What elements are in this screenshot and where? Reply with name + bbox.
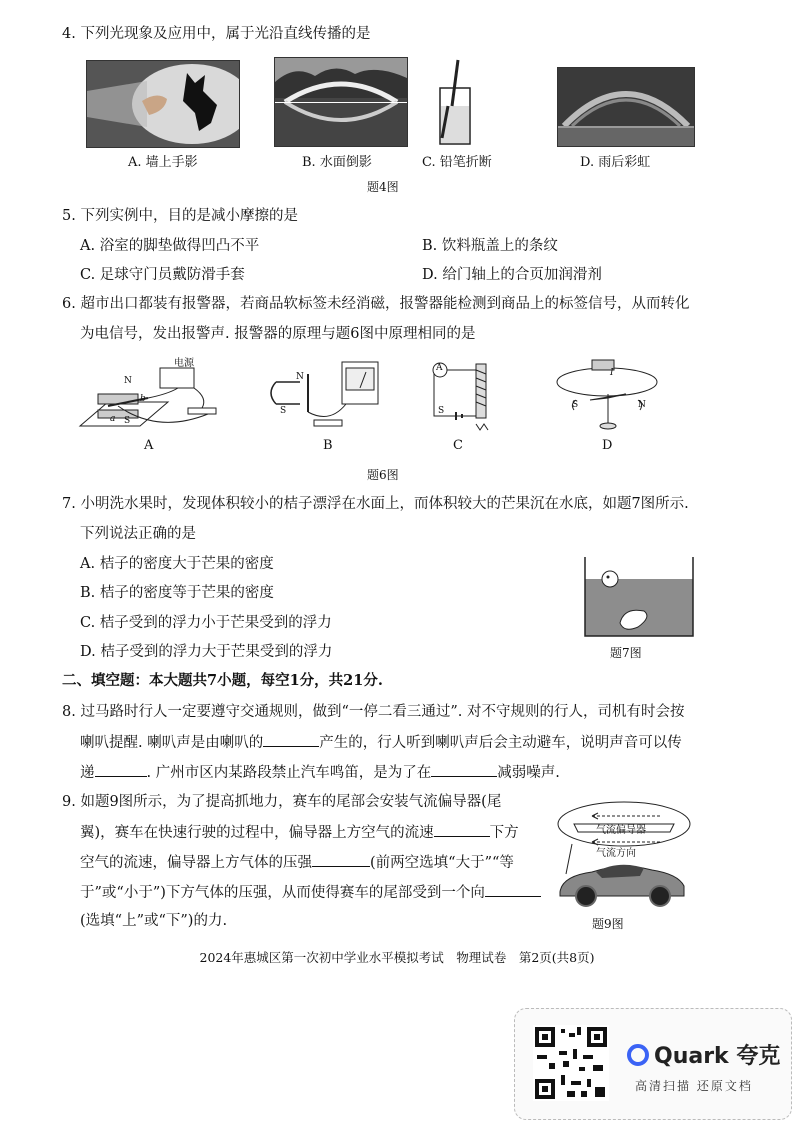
q9-line2-part2: 下方 [489, 825, 519, 841]
q9-line5: (选填“上”或“下”)的力. [80, 913, 228, 929]
q5-option-c: C. 足球守门员戴防滑手套 [80, 267, 245, 283]
quark-brand [627, 1039, 780, 1070]
q7-option-b: B. 桔子的密度等于芒果的密度 [80, 585, 274, 601]
q8-line2-part1: 喇叭提醒. 喇叭声是由喇叭的 [80, 735, 264, 751]
q4-option-c: C. 铅笔折断 [422, 155, 492, 170]
q5-stem: 5. 下列实例中，目的是减小摩擦的是 [62, 208, 298, 224]
q4-image-pencil-in-glass [432, 58, 478, 146]
q7-figure-fruit-basin [584, 555, 694, 637]
q6-a-power-label: 电源 [174, 358, 194, 369]
q9-blank-2[interactable] [312, 852, 370, 867]
q7-stem-line1: 7. 小明洗水果时，发现体积较小的桔子漂浮在水面上，而体积较大的芒果沉在水底，如题7图所示. [62, 496, 689, 512]
quark-logo-icon [627, 1044, 649, 1066]
q6-d-n-label: N [638, 400, 646, 410]
q6-a-b-label: b [140, 394, 146, 404]
q9-line4-part1: 于”或“小于”)下方气体的压强，从而使得赛车的尾部受到一个向 [80, 885, 485, 901]
q8-blank-1[interactable] [263, 732, 319, 747]
q6-label-a: A [144, 438, 154, 453]
q8-blank-2[interactable] [95, 762, 147, 777]
q4-option-b: B. 水面倒影 [302, 155, 372, 170]
q6-label-d: D [602, 438, 613, 453]
q7-option-a: A. 桔子的密度大于芒果的密度 [80, 556, 274, 572]
q6-a-a-label: a [110, 414, 116, 424]
q6-a-s-label: S [124, 416, 131, 426]
q4-stem: 4. 下列光现象及应用中，属于光沿直线传播的是 [62, 26, 371, 42]
q8-line3-part2: . 广州市区内某路段禁止汽车鸣笛，是为了在 [146, 765, 432, 781]
q8-line3-part1: 递 [80, 765, 95, 781]
q6-figure-caption: 题6图 [367, 468, 399, 482]
q6-figure-c [420, 354, 500, 434]
q6-d-current-label: I [610, 368, 614, 378]
page-footer: 2024年惠城区第一次初中学业水平模拟考试 物理试卷 第2页(共8页) [199, 950, 595, 965]
q6-d-s-label: S [572, 400, 579, 410]
q8-line3 [80, 762, 560, 783]
q9-blank-1[interactable] [434, 822, 490, 837]
quark-brand-text: Quark 夸克 [654, 1044, 781, 1069]
quark-watermark [514, 1008, 792, 1120]
section2-heading: 二、填空题：本大题共7小题，每空1分，共21分. [62, 672, 383, 689]
q4-image-bridge-reflection [274, 57, 408, 147]
q7-option-c: C. 桔子受到的浮力小于芒果受到的浮力 [80, 615, 332, 631]
q9-line3 [80, 852, 514, 873]
q6-b-n-label: N [296, 372, 304, 382]
q8-line3-part3: 减弱噪声. [497, 765, 560, 781]
quark-subtitle: 高清扫描 还原文档 [635, 1079, 753, 1093]
q6-figure-d [552, 354, 662, 434]
q6-c-ammeter-label: A [436, 363, 443, 373]
q7-figure-caption: 题7图 [610, 646, 642, 660]
q6-stem-line1: 6. 超市出口都装有报警器，若商品软标签未经消磁，报警器能检测到商品上的标签信号，从而转化 [62, 296, 690, 312]
q9-figure-race-car [552, 794, 694, 910]
q8-line2-part2: 产生的，行人听到喇叭声后会主动避车，说明声音可以传 [319, 735, 682, 751]
q9-line2-part1: 翼)，赛车在快速行驶的过程中，偏导器上方空气的流速 [80, 825, 434, 841]
q9-figure-caption: 题9图 [592, 917, 624, 931]
q4-option-a: A. 墙上手影 [128, 155, 198, 170]
q9-blank-3[interactable] [485, 882, 541, 897]
q5-option-a: A. 浴室的脚垫做得凹凸不平 [80, 238, 260, 254]
q7-stem-line2: 下列说法正确的是 [80, 526, 196, 542]
q6-a-n-label: N [124, 376, 132, 386]
q4-image-rainbow [557, 67, 695, 147]
q6-stem-line2: 为电信号，发出报警声. 报警器的原理与题6图中原理相同的是 [80, 326, 476, 342]
q6-label-b: B [323, 438, 333, 453]
q9-line3-part1: 空气的流速，偏导器上方气体的压强 [80, 855, 312, 871]
q6-figure-b [270, 354, 390, 434]
q9-line4 [80, 882, 541, 903]
q9-line1: 9. 如题9图所示，为了提高抓地力，赛车的尾部会安装气流偏导器(尾 [62, 794, 502, 810]
q8-blank-3[interactable] [431, 762, 497, 777]
q4-figure-caption: 题4图 [367, 180, 399, 194]
q8-line2 [80, 732, 682, 753]
qr-code [533, 1025, 609, 1101]
q6-figure-a [78, 354, 228, 434]
q9-line2 [80, 822, 519, 843]
q4-image-hand-shadow [86, 60, 240, 148]
q7-option-d: D. 桔子受到的浮力大于芒果受到的浮力 [80, 644, 333, 660]
q8-line1: 8. 过马路时行人一定要遵守交通规则，做到“一停二看三通过”. 对不守规则的行人，司机有时会按 [62, 704, 685, 720]
q5-option-d: D. 给门轴上的合页加润滑剂 [422, 267, 602, 283]
q9-line3-part2: (前两空选填“大于”“等 [370, 855, 514, 871]
q9-fig-airflow-label: 气流方向 [596, 848, 636, 859]
q6-c-switch-label: S [438, 406, 445, 416]
q6-b-s-label: S [280, 406, 287, 416]
q4-option-d: D. 雨后彩虹 [580, 155, 651, 170]
q5-option-b: B. 饮料瓶盖上的条纹 [422, 238, 558, 254]
q6-label-c: C [453, 438, 463, 453]
q9-fig-deflector-label: 气流偏导器 [596, 825, 646, 836]
